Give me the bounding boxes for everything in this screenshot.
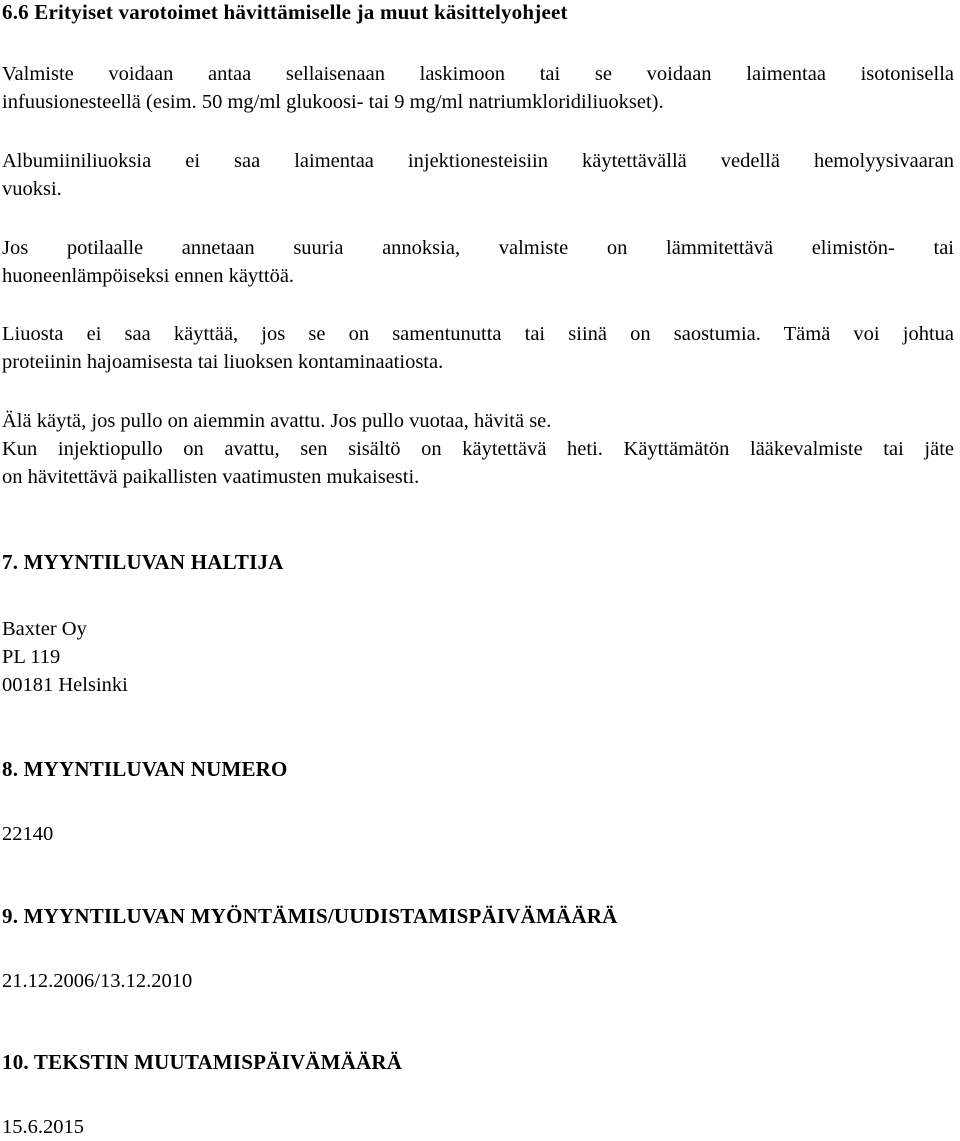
section-9-heading: 9. MYYNTILUVAN MYÖNTÄMIS/UUDISTAMISPÄIVÄMÄÄRÄ (2, 904, 618, 928)
authorization-dates (2, 967, 954, 995)
paragraph-line: infuusionesteellä (esim. 50 mg/ml glukoosi- tai 9 mg/ml natriumkloridiliuokset). (2, 91, 664, 113)
authorization-number-value: 22140 (2, 823, 54, 845)
paragraph-warming (2, 234, 954, 290)
authorization-dates-value: 21.12.2006/13.12.2010 (2, 970, 193, 992)
paragraph-albumin-warning (2, 147, 954, 203)
holder-pobox: PL 119 (2, 646, 61, 668)
section-10-heading: 10. TEKSTIN MUUTAMISPÄIVÄMÄÄRÄ (2, 1050, 403, 1074)
revision-date-value: 15.6.2015 (2, 1116, 84, 1138)
paragraph-line: vuoksi. (2, 178, 62, 200)
paragraph-line: Jos potilaalle annetaan suuria annoksia, valmiste on lämmitettävä elimistön- tai (2, 237, 954, 259)
section-8-heading: 8. MYYNTILUVAN NUMERO (2, 757, 288, 781)
paragraph-line: proteiinin hajoamisesta tai liuoksen kontaminaatiosta. (2, 351, 444, 373)
paragraph-line: Liuosta ei saa käyttää, jos se on samentunutta tai siinä on saostumia. Tämä voi johtua (2, 323, 954, 345)
paragraph-line: on hävitettävä paikallisten vaatimusten mukaisesti. (2, 466, 420, 488)
paragraph-disposal (2, 407, 954, 491)
paragraph-line: Valmiste voidaan antaa sellaisenaan laskimoon tai se voidaan laimentaa isotonisella (2, 63, 954, 85)
holder-city: 00181 Helsinki (2, 674, 128, 696)
paragraph-turbidity (2, 320, 954, 376)
section-7-heading: 7. MYYNTILUVAN HALTIJA (2, 550, 284, 574)
holder-address (2, 615, 954, 699)
section-6-heading: 6.6 Erityiset varotoimet hävittämiselle ja muut käsittelyohjeet (2, 0, 568, 24)
paragraph-line: Älä käytä, jos pullo on aiemmin avattu. Jos pullo vuotaa, hävitä se. (2, 410, 552, 432)
holder-name: Baxter Oy (2, 618, 87, 640)
paragraph-line: huoneenlämpöiseksi ennen käyttöä. (2, 265, 295, 287)
paragraph-line: Albumiiniliuoksia ei saa laimentaa injektionesteisiin käytettävällä vedellä hemolyysivaaran (2, 150, 954, 172)
authorization-number (2, 820, 954, 848)
paragraph-dilution (2, 60, 954, 116)
paragraph-line: Kun injektiopullo on avattu, sen sisältö on käytettävä heti. Käyttämätön lääkevalmiste tai jäte (2, 438, 954, 460)
